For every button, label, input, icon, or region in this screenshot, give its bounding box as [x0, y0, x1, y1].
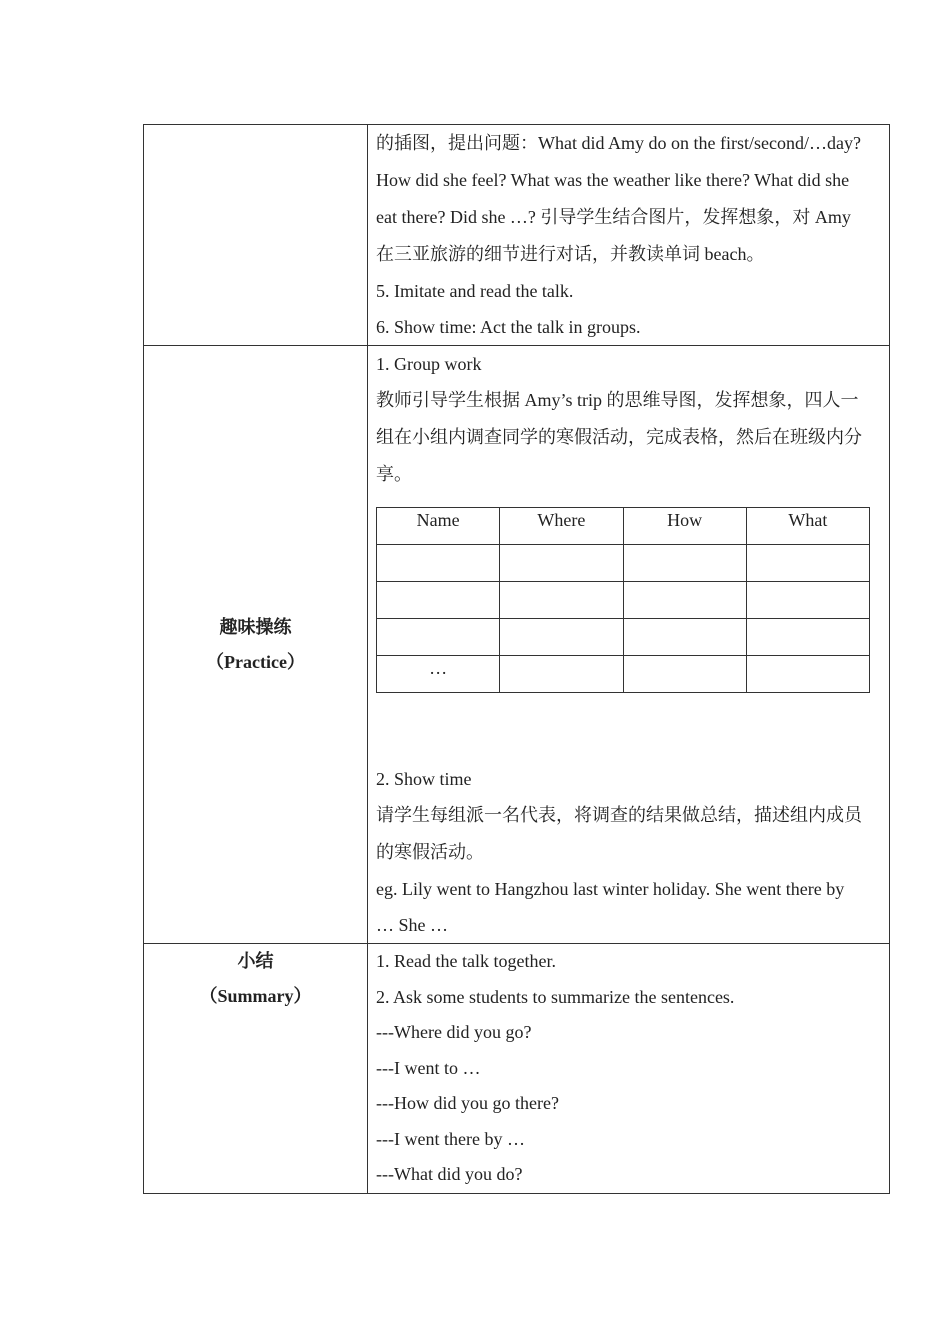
presentation-line: 的插图，提出问题：What did Amy do on the first/second/…day? — [376, 133, 861, 153]
presentation-row — [144, 125, 890, 346]
survey-cell — [500, 545, 623, 582]
survey-cell — [623, 582, 746, 619]
group-work-title: 1. Group work — [376, 354, 482, 374]
show-time-line: 的寒假活动。 — [376, 842, 484, 862]
show-time-line: eg. Lily went to Hangzhou last winter holiday. She went there by — [376, 879, 845, 899]
practice-label-cn: 趣味操练 — [219, 616, 292, 637]
survey-row — [377, 656, 870, 693]
survey-cell — [377, 619, 500, 656]
survey-cell — [746, 619, 869, 656]
survey-cell — [623, 656, 746, 693]
summary-row — [144, 944, 890, 1194]
practice-row — [144, 346, 890, 944]
survey-cell — [500, 656, 623, 693]
lesson-plan-table — [143, 124, 890, 1194]
summary-line: ---I went there by … — [376, 1128, 525, 1149]
show-time-title: 2. Show time — [376, 769, 472, 789]
summary-line: ---I went to … — [376, 1057, 481, 1078]
practice-label-cell — [144, 346, 368, 944]
survey-cell — [623, 619, 746, 656]
group-work-line: 组在小组内调查同学的寒假活动，完成表格，然后在班级内分 — [376, 427, 862, 447]
summary-label-en: （Summary） — [199, 986, 312, 1006]
presentation-line: 5. Imitate and read the talk. — [376, 281, 574, 301]
practice-label-en: （Practice） — [206, 651, 305, 672]
summary-line: 1. Read the talk together. — [376, 951, 556, 971]
survey-table — [376, 507, 870, 693]
survey-cell — [746, 582, 869, 619]
presentation-line: 6. Show time: Act the talk in groups. — [376, 317, 641, 337]
presentation-line: How did she feel? What was the weather like there? What did she — [376, 170, 850, 190]
practice-content-cell — [368, 346, 890, 944]
summary-line: ---What did you do? — [376, 1164, 523, 1184]
survey-header-name: Name — [377, 508, 500, 545]
survey-header-how: How — [623, 508, 746, 545]
summary-line: ---How did you go there? — [376, 1093, 559, 1113]
survey-header-where: Where — [500, 508, 623, 545]
survey-row — [377, 619, 870, 656]
group-work-line: 教师引导学生根据 Amy’s trip 的思维导图，发挥想象，四人一 — [376, 390, 859, 410]
show-time-line: 请学生每组派一名代表，将调查的结果做总结，描述组内成员 — [376, 805, 862, 825]
survey-row — [377, 545, 870, 582]
survey-cell — [623, 545, 746, 582]
survey-cell — [746, 656, 869, 693]
group-work-line: 享。 — [376, 464, 412, 484]
survey-row — [377, 582, 870, 619]
survey-cell — [377, 545, 500, 582]
presentation-content-cell — [368, 125, 890, 346]
survey-header-row — [377, 508, 870, 545]
survey-cell — [500, 582, 623, 619]
presentation-line: 在三亚旅游的细节进行对话，并教读单词 beach。 — [376, 244, 765, 264]
survey-table-wrap — [376, 493, 881, 761]
survey-cell — [377, 582, 500, 619]
survey-cell — [746, 545, 869, 582]
summary-content-cell — [368, 944, 890, 1194]
summary-line: 2. Ask some students to summarize the sentences. — [376, 986, 735, 1007]
show-time-line: … She … — [376, 915, 448, 935]
survey-header-what: What — [746, 508, 869, 545]
summary-label-cn: 小结 — [237, 951, 274, 971]
summary-label-cell — [144, 944, 368, 1194]
survey-cell — [500, 619, 623, 656]
presentation-label-cell — [144, 125, 368, 346]
summary-line: ---Where did you go? — [376, 1022, 532, 1042]
presentation-line: eat there? Did she …? 引导学生结合图片，发挥想象，对 Amy — [376, 207, 851, 227]
survey-cell: … — [377, 656, 500, 693]
